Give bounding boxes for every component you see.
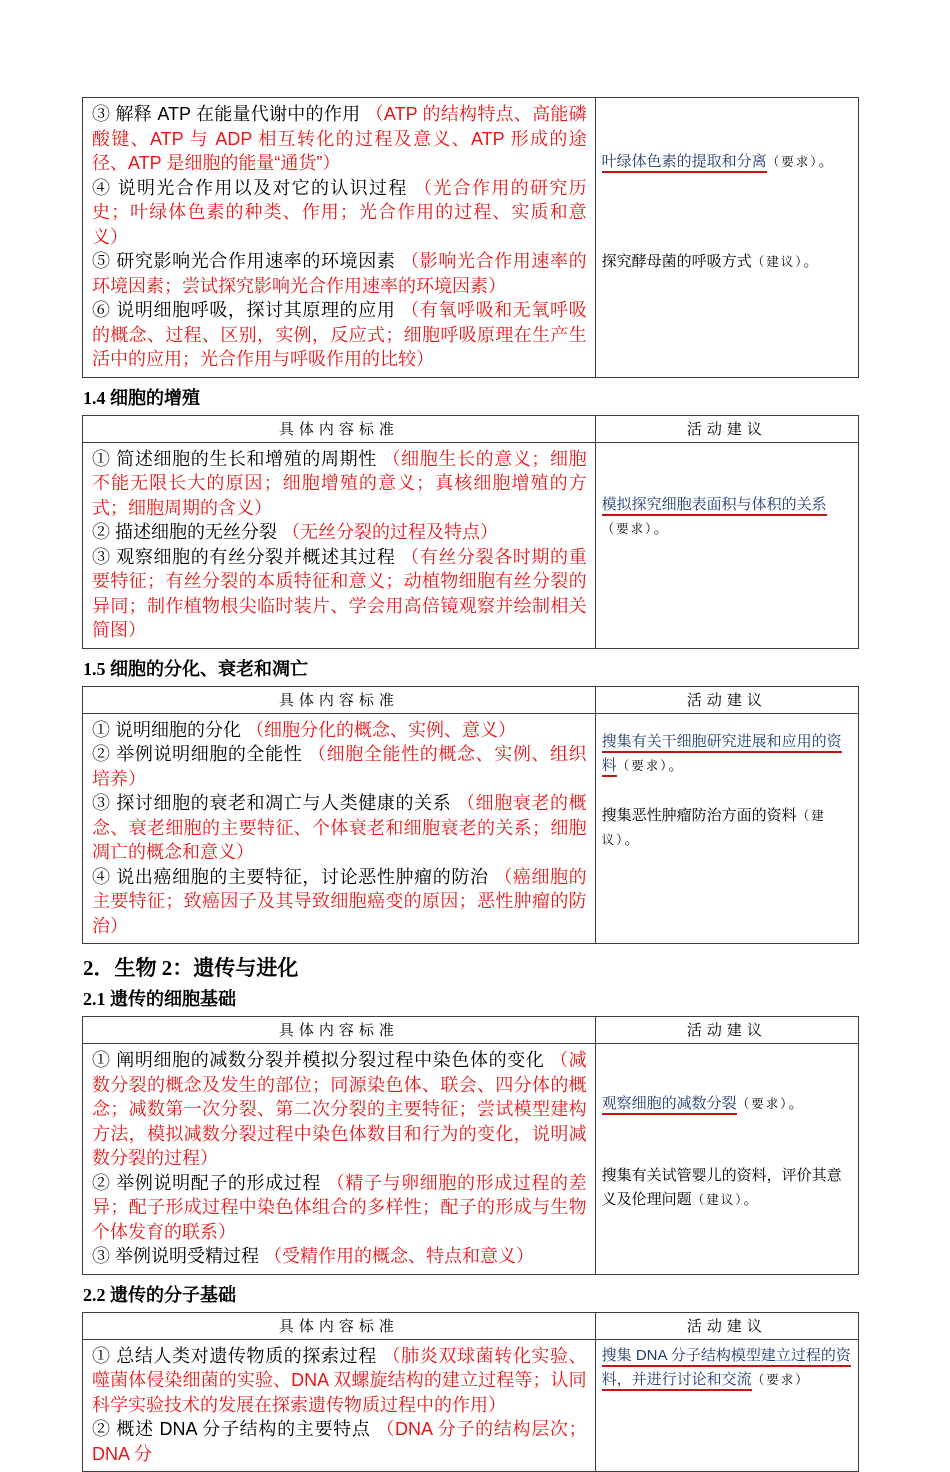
content-standards-cell — [83, 1340, 595, 1472]
standard-item — [92, 865, 587, 939]
table-genetic-cell-basis — [82, 1016, 859, 1275]
standard-text: ① 阐明细胞的减数分裂并模拟分裂过程中染色体的变化 — [92, 1050, 550, 1070]
chapter-heading-biology-2: 2．生物 2：遗传与进化 — [83, 952, 859, 982]
table-cell-proliferation — [82, 415, 859, 649]
activity-item — [602, 150, 853, 174]
standard-text: ③ 探讨细胞的衰老和凋亡与人类健康的关系 — [92, 793, 457, 813]
activity-item — [602, 250, 853, 274]
period: 。 — [653, 520, 668, 537]
header-content-standards: 具体内容标准 — [83, 1313, 595, 1339]
curriculum-document-page — [82, 97, 859, 1472]
activity-item — [602, 804, 853, 852]
table-row — [83, 98, 858, 377]
suggestion-note: （建议） — [692, 1193, 744, 1207]
header-activity-suggestions: 活动建议 — [595, 687, 858, 713]
table-header-row — [83, 1313, 858, 1340]
standard-text: ④ 说出癌细胞的主要特征，讨论恶性肿瘤的防治 — [92, 867, 494, 887]
activity-text: 探究酵母菌的呼吸方式 — [602, 253, 752, 270]
standard-text: ① 说明细胞的分化 — [92, 720, 246, 740]
standard-detail-red: （受精作用的概念、特点和意义） — [264, 1246, 534, 1266]
table-header-row — [83, 1017, 858, 1044]
standard-item — [92, 176, 587, 250]
content-standards-cell — [83, 1044, 595, 1274]
standard-item — [92, 1417, 587, 1466]
header-activity-suggestions: 活动建议 — [595, 416, 858, 442]
standard-text: ① 简述细胞的生长和增殖的周期性 — [92, 449, 383, 469]
table-header-row — [83, 416, 858, 443]
content-standards-cell — [83, 714, 595, 944]
standard-item — [92, 1171, 587, 1245]
standard-item — [92, 1344, 587, 1418]
standard-item — [92, 1048, 587, 1171]
header-activity-suggestions: 活动建议 — [595, 1313, 858, 1339]
standard-item — [92, 1244, 587, 1269]
standard-text: ⑥ 说明细胞呼吸，探讨其原理的应用 — [92, 300, 401, 320]
activity-suggestions-cell — [595, 98, 858, 377]
standard-detail-red: （有丝分裂各时期的重要特征；有丝分裂的本质特征和意义；动植物细胞有丝分裂的异同；制作植物根尖临时装片、学会用高倍镜观察并绘制相关简图） — [92, 547, 587, 641]
table-header-row — [83, 687, 858, 714]
section-heading-1-4: 1.4 细胞的增殖 — [83, 384, 859, 410]
table-row — [83, 1044, 858, 1274]
period: 。 — [803, 253, 818, 270]
activity-link[interactable]: 叶绿体色素的提取和分离 — [602, 153, 767, 173]
requirement-note: （要求） — [752, 1373, 810, 1387]
activity-item — [602, 730, 853, 778]
section-heading-2-2: 2.2 遗传的分子基础 — [83, 1281, 859, 1307]
standard-detail-red: （减数分裂的概念及发生的部位；同源染色体、联会、四分体的概念；减数第一次分裂、第二次分裂的主要特征；尝试模型建构方法，模拟减数分裂过程中染色体数目和行为的变化，说明减数分裂的过程） — [92, 1050, 587, 1168]
standard-item — [92, 447, 587, 521]
activity-link[interactable]: 搜集 DNA 分子结构模型建立过程的资料，并进行讨论和交流 — [602, 1347, 851, 1391]
standard-item — [92, 742, 587, 791]
content-standards-cell — [83, 443, 595, 648]
table-row — [83, 714, 858, 944]
standard-text: ② 概述 DNA 分子结构的主要特点 — [92, 1419, 376, 1439]
standard-detail-red: （ATP 的结构特点、高能磷酸键、ATP 与 ADP 相互转化的过程及意义、ATP 形成的途径、ATP 是细胞的能量“通货”） — [92, 104, 587, 173]
table-row — [83, 1340, 858, 1472]
requirement-note: （要求） — [767, 155, 819, 169]
requirement-note: （要求） — [617, 759, 669, 773]
section-heading-2-1: 2.1 遗传的细胞基础 — [83, 985, 859, 1011]
period: 。 — [624, 831, 639, 848]
activity-text: 搜集恶性肿瘤防治方面的资料 — [602, 807, 797, 824]
standard-item — [92, 298, 587, 372]
standard-detail-red: （光合作用的研究历史；叶绿体色素的种类、作用；光合作用的过程、实质和意义） — [92, 178, 587, 247]
table-energy-metabolism — [82, 97, 859, 378]
standard-text: ① 总结人类对遗传物质的探索过程 — [92, 1346, 383, 1366]
activity-item — [602, 1344, 853, 1392]
activity-suggestions-cell — [595, 714, 858, 944]
activity-link[interactable]: 观察细胞的减数分裂 — [602, 1095, 737, 1115]
standard-detail-red: （影响光合作用速率的环境因素；尝试探究影响光合作用速率的环境因素） — [92, 251, 587, 296]
activity-item — [602, 1092, 853, 1116]
period: 。 — [788, 1095, 803, 1112]
standard-detail-red: （有氧呼吸和无氧呼吸的概念、过程、区别，实例，反应式；细胞呼吸原理在生产生活中的应用；光合作用与呼吸作用的比较） — [92, 300, 587, 369]
activity-suggestions-cell — [595, 1340, 858, 1472]
requirement-note: （要求） — [602, 522, 654, 536]
standard-detail-red: （DNA 分子的结构层次；DNA 分 — [92, 1419, 587, 1464]
standard-detail-red: （无丝分裂的过程及特点） — [282, 522, 498, 542]
period: 。 — [818, 153, 833, 170]
suggestion-note: （建议） — [752, 255, 804, 269]
standard-text: ② 描述细胞的无丝分裂 — [92, 522, 282, 542]
header-content-standards: 具体内容标准 — [83, 1017, 595, 1043]
standard-item — [92, 545, 587, 643]
activity-text: 搜集有关试管婴儿的资料，评价其意义及伦理问题 — [602, 1167, 842, 1208]
header-content-standards: 具体内容标准 — [83, 416, 595, 442]
standard-item — [92, 718, 587, 743]
standard-item — [92, 520, 587, 545]
standard-item — [92, 249, 587, 298]
standard-item — [92, 791, 587, 865]
standard-text: ② 举例说明配子的形成过程 — [92, 1173, 327, 1193]
header-activity-suggestions: 活动建议 — [595, 1017, 858, 1043]
standard-detail-red: （精子与卵细胞的形成过程的差异；配子形成过程中染色体组合的多样性；配子的形成与生物个体发育的联系） — [92, 1173, 587, 1242]
standard-detail-red: （细胞衰老的概念、衰老细胞的主要特征、个体衰老和细胞衰老的关系；细胞凋亡的概念和意义） — [92, 793, 587, 862]
standard-detail-red: （细胞生长的意义；细胞不能无限长大的原因；细胞增殖的意义；真核细胞增殖的方式；细胞周期的含义） — [92, 449, 587, 518]
standard-text: ③ 观察细胞的有丝分裂并概述其过程 — [92, 547, 401, 567]
table-row — [83, 443, 858, 648]
standard-detail-red: （肺炎双球菌转化实验、噬菌体侵染细菌的实验、DNA 双螺旋结构的建立过程等；认同科学实验技术的发展在探索遗传物质过程中的作用） — [92, 1346, 587, 1415]
activity-item — [602, 1164, 853, 1212]
standard-text: ② 举例说明细胞的全能性 — [92, 744, 308, 764]
activity-suggestions-cell — [595, 1044, 858, 1274]
standard-detail-red: （细胞全能性的概念、实例、组织培养） — [92, 744, 587, 789]
standard-item — [92, 102, 587, 176]
standard-text: ⑤ 研究影响光合作用速率的环境因素 — [92, 251, 401, 271]
activity-suggestions-cell — [595, 443, 858, 648]
period: 。 — [743, 1191, 758, 1208]
standard-detail-red: （细胞分化的概念、实例、意义） — [246, 720, 516, 740]
activity-item — [602, 493, 853, 541]
activity-link[interactable]: 搜集有关干细胞研究进展和应用的资料 — [602, 733, 842, 777]
standard-detail-red: （癌细胞的主要特征；致癌因子及其导致细胞癌变的原因；恶性肿瘤的防治） — [92, 867, 587, 936]
standard-text: ③ 解释 ATP 在能量代谢中的作用 — [92, 104, 366, 124]
requirement-note: （要求） — [737, 1097, 789, 1111]
table-cell-differentiation — [82, 686, 859, 945]
standard-text: ④ 说明光合作用以及对它的认识过程 — [92, 178, 414, 198]
section-heading-1-5: 1.5 细胞的分化、衰老和凋亡 — [83, 655, 859, 681]
header-content-standards: 具体内容标准 — [83, 687, 595, 713]
activity-link[interactable]: 模拟探究细胞表面积与体积的关系 — [602, 496, 827, 516]
table-genetic-molecular-basis — [82, 1312, 859, 1472]
suggestion-note: （建议） — [602, 809, 826, 847]
period: 。 — [668, 757, 683, 774]
standard-text: ③ 举例说明受精过程 — [92, 1246, 264, 1266]
content-standards-cell — [83, 98, 595, 377]
